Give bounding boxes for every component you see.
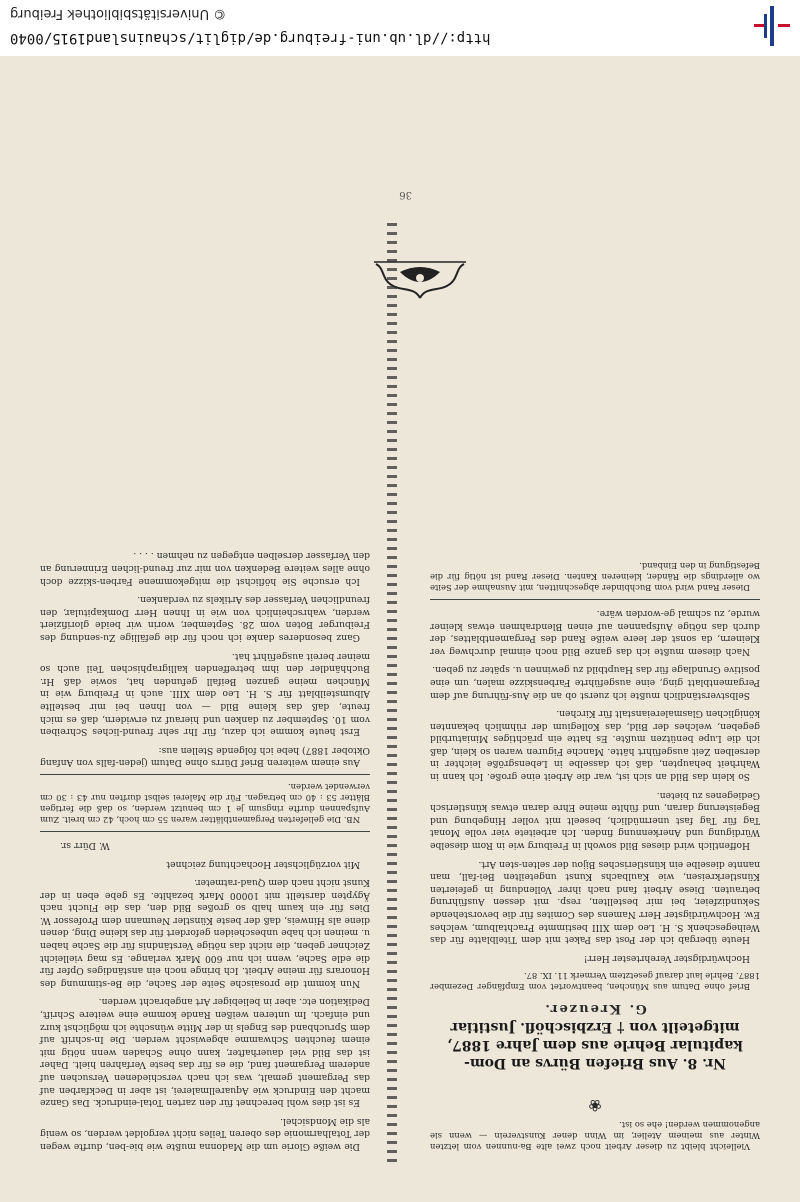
paragraph: Nach diesem mußte ich das ganze Bild noch einmal durchweg ver Kleinern, da sonst der leere weiße Rand des Pergamentblattes, der durch das nötige Aufspannen auf einen Blendrahmen etwas kleiner wurde, zu schmal ge-worden wäre. [430,607,760,657]
library-logo-icon [752,4,792,48]
paragraph: Hoffentlich wird dieses Bild sowohl in Freiburg wie in Rom dieselbe Würdigung und Anerkennung finden. Ich arbeitete vier volle Monat Tag für Tag fast unermüdlich, beseelt mit voller Hingebung und Begeisterung daran, und fühlte meine Ehre daran etwas künstlerisch Gediegenes zu bieten. [430,789,760,852]
page-number: 36 [399,189,412,200]
paragraph: Aus einem weiteren Brief Dürrs ohne Datum (jeden-falls von Anfang Oktober 1887) hebe ich folgende Stellen aus: [40,744,370,769]
footnote: Dieser Rand wird vom Buchbinder abgeschnitten, mit Ausnahme der Seite wo allerdings die Ränder, kleineren Kanten. Dieser Rand ist nötig für die Befestigung in den Einband. [430,561,760,594]
archive-header [0,0,800,56]
column-divider-ornament [387,217,397,1162]
rosette-icon: ❀ [588,1096,602,1115]
document-url[interactable]: http://dl.ub.uni-freiburg.de/diglit/schauinsland1915/0040 [10,30,491,46]
paragraph: Nun kommt die prosaische Seite der Sache, die Be-stimmung des Honorars für meine Arbeit. Ich bringe noch ein anständiges Opfer für die edle Sache, wenn ich nur 600 Mark verlange. Es mag vielleicht Zeichner geben, die nicht das nötige Verständnis für die Sache haben u. meinen ich habe unbescheiden gefordert für das kleine Ding, denen diene als Hinweis, daß der beste Künstler Neumann dem Professor W. Dies für ein kaum halb so großes Bild den, das die Flucht nach Ägypten darstellt mit 10000 Mark bezahlte. Es gebe eben in der Kunst nicht nach dem Quad-ratmeter. [40,877,370,989]
article-title: Nr. 8. Aus Briefen Bürvs an Dom-kapitular Behrle aus dem Jahre 1887, mitgeteilt von † Erzbischöfl. Justitiar [447,1019,743,1072]
signature: W. Dürr sr. [60,839,110,851]
paragraph: So klein das Bild an sich ist, war die Arbeit eine große. Ich kann in Wahrheit behaupten, daß ich dasselbe in Lebensgröße leichter in derselben Zeit ausgeführt hätte. Manche Figuren waren so klein, daß ich die Lupe benützen mußte. Es hatte ein prächtiges Miniaturbild gegeben, welches der Bild, das Kollegium der rühmlich bekannten königlichen Glasmalereianstalt für Kirchen. [430,708,760,783]
paragraph: Ganz besonderes danke ich noch für die gefällige Zu-sendung des Freiburger Boten vom 28. September, worin wir beide glorifiziert werden, wahrscheinlich von wie in Ihnen Herr Domkapitular, den freundlichen Verfasser des Artikels zu verdanken. [40,594,370,643]
divider [40,831,370,832]
rotated-page-content [0,56,800,1202]
copyright-notice: © Universitätsbibliothek Freiburg [10,6,227,21]
ornament-icon [370,258,470,302]
article-author: G. Kreuzer. [543,1001,647,1017]
article-column-continued [40,543,370,1152]
divider [430,599,760,600]
paragraph: Heute übergab ich der Post das Paket mit dem Titelblatte für das Weihegeschenk S. H. Leo dem XIII bestimmte Prachtalbum, welches Ew. Hochwürdigster Herr Namens des Comites für die bevorstehende Sekundizfeier, bei mir bestellten, resp. mit dessen Ausführung betrauten. Diese Arbeit fand nach ihrer Vollendung in gefeierten Künstlerkreisen, wie Kaulbachs Kunst ungeteilten Bei-fall, man nannte dieselbe ein künstlerisches Bijou der selten-sten Art. [430,858,760,946]
paragraph: Ich ersuche Sie höflichst die mitgekommene Farben-skizze doch ohne alles weitere Bedenken von mir zur freund-lichen Erinnerung an den Verfasser derselben entgegen zu nehmen . . . . [40,550,370,587]
letter-note: Brief ohne Datum aus München, beantwortet vom Empfänger Dezember 1887. Behrle laut darauf gesetztem Vermerk 11. IX. 87. [430,970,760,992]
divider [40,774,370,775]
paragraph: Erst heute komme ich dazu, für Ihr sehr freund-liches Schreiben vom 10. September zu danken und hierauf zu erwidern, daß es mich freute, daß das kleine Bild — von Ihnen bei mir bestellte Albumsteilblatt für S. H. Leo dem XIII. auch in Freiburg wie in München meine ganzen Beifall gefunden hat, sowie daß Hr. Buchhändler den ihm betreffenden kalligraphischen Teil auch so meiner bereit ausgeführt hat. [40,650,370,738]
article-column-start [430,554,760,1152]
scanned-page [0,56,800,1202]
paragraph: Es ist dies wohl berechnet für den zarten Total-eindruck. Das Ganze macht den Eindruck wie Aquarellmalerei, ist aber in Deckfarben auf das Pergament gemalt, was ich nach verschiedenen Versuchen auf anderem Pergament fand, die es für das beste Verfahren hielt. Daher ist das Bild viel dauerhafter, kann ohne Schaden wenn nötig mit einem feuchten Schwamme abgewischt werden. Die In-schrift auf dem Spruchband des Engels in der Mitte wünschte ich möglichst kurz und einfach. Im unteren weißen Rande komme eine weitere Schrift, Dedikation etc. aber in beliebiger Art angebracht werden. [40,996,370,1109]
nota-bene: NB. Die gelieferten Pergamentblätter waren 55 cm hoch, 42 cm breit. Zum Aufspannen durfte ringsum je 1 cm benutzt werden, so daß die fertigen Blätter 53 : 40 cm betragen. Für die Malerei selbst durften nur 43 : 30 cm verwendet werden. [40,782,370,826]
paragraph: Die weiße Glorie um die Madonna mußte wie bie-ben, durfte wegen der Totalharmonie des oberen Teiles nicht vergoldet werden, so wenig als die Mondsichel. [40,1115,370,1152]
closing: Mit vorzüglichster Hochachtung zeichnet [166,858,360,870]
letter-salutation: Hochwürdigster Verehrtester Herr! [583,952,750,964]
intro-paragraph: Vielleicht bleibt zu dieser Arbeit noch zwei alte Ba-nunnen vom letzten Winter aus meinem Atelier, im Winn dener Kunstverein — wenn sie angenommen werden! ehe so ist. [430,1120,760,1152]
paragraph: Selbstverständlich mußte ich zuerst ob an die Aus-führung auf dem Pergamentblatt ging, eine ausgeführte Farbenskizze malen, um eine positive Grundlage für das Hauptbild zu gewinnen u. später zu geben. [430,664,760,701]
